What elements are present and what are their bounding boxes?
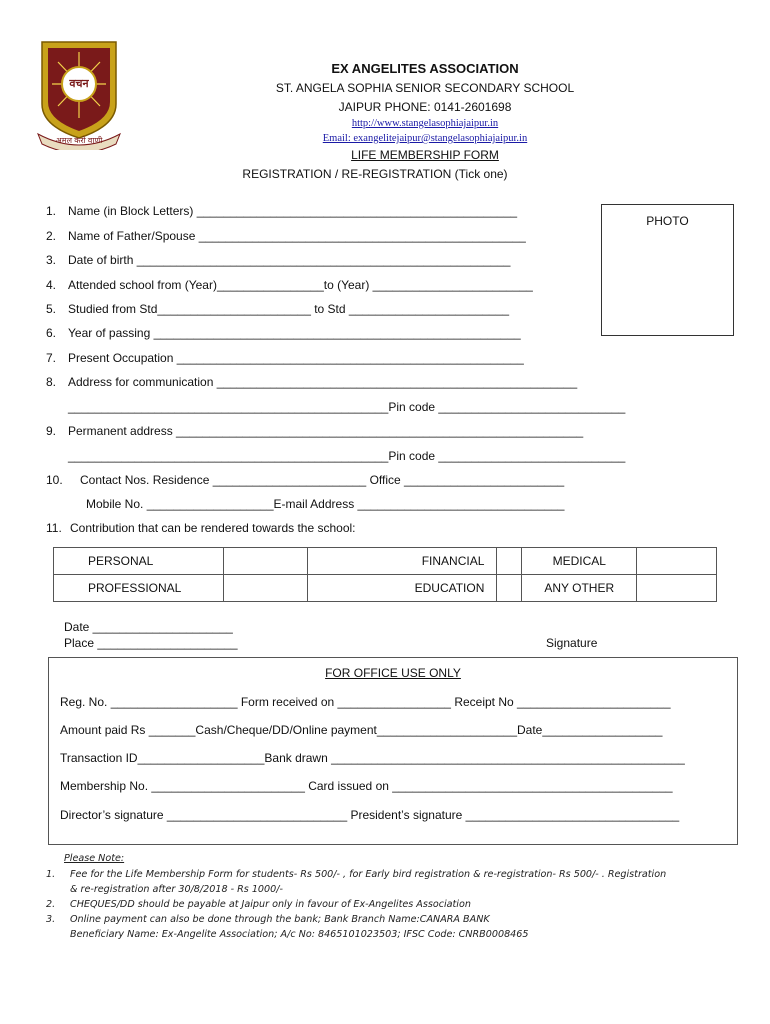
place-field[interactable]: Place _____________________ — [64, 636, 238, 650]
email-link[interactable]: Email: exangelitejaipur@stangelasophiajaipur.in — [322, 133, 528, 144]
crest-icon — [36, 38, 122, 150]
contribution-label: FINANCIAL — [307, 548, 497, 575]
field-text: Address for communication ______________________________________________________ — [68, 375, 578, 389]
contribution-checkbox[interactable] — [223, 575, 307, 602]
contribution-checkbox[interactable] — [497, 575, 522, 602]
field-text: Contact Nos. Residence _______________________ Office ________________________ — [80, 473, 565, 487]
note-item — [70, 884, 283, 895]
signature-label: Signature — [546, 636, 598, 650]
field-number: 4. — [46, 278, 57, 292]
field-number: 10. — [46, 473, 63, 487]
field-text: Year of passing _______________________________________________________ — [68, 326, 521, 340]
association-name: EX ANGELITES ASSOCIATION — [331, 61, 519, 76]
field-text: Name of Father/Spouse _________________________________________________ — [68, 229, 526, 243]
school-name: ST. ANGELA SOPHIA SENIOR SECONDARY SCHOOL — [275, 81, 575, 95]
contribution-label: PROFESSIONAL — [54, 575, 224, 602]
note-text: & re-registration after 30/8/2018 - Rs 1000/- — [70, 884, 283, 895]
office-transaction-line[interactable]: Transaction ID___________________Bank drawn _____________________________________________________ — [60, 751, 685, 765]
contribution-table — [53, 547, 717, 602]
office-membership-line[interactable]: Membership No. _______________________ Card issued on __________________________________________ — [60, 779, 673, 793]
registration-type: REGISTRATION / RE-REGISTRATION (Tick one) — [242, 167, 508, 181]
contribution-label: MEDICAL — [522, 548, 637, 575]
field-number: 7. — [46, 351, 57, 365]
field-text: Present Occupation ____________________________________________________ — [68, 351, 524, 365]
field-number: 8. — [46, 375, 57, 389]
field-number: 11. — [46, 521, 62, 535]
field-text: Mobile No. ___________________E-mail Address _______________________________ — [86, 497, 565, 511]
photo-label: PHOTO — [646, 214, 689, 228]
field-text: ________________________________________________Pin code ____________________________ — [68, 449, 626, 463]
note-item — [46, 869, 666, 880]
field-number: 9. — [46, 424, 57, 438]
school-logo — [36, 38, 122, 150]
field-address-communication[interactable] — [46, 375, 577, 389]
field-number: 6. — [46, 326, 57, 340]
note-number: 1. — [46, 869, 56, 880]
field-year-of-passing[interactable] — [46, 326, 521, 340]
field-attended-years[interactable] — [46, 278, 533, 292]
note-text: Online payment can also be done through the bank; Bank Branch Name:CANARA BANK — [70, 914, 490, 925]
note-item — [70, 929, 529, 940]
note-text: Beneficiary Name: Ex-Angelite Association; A/c No: 8465101023503; IFSC Code: CNRB0008465 — [70, 929, 529, 940]
field-text: Date of birth ________________________________________________________ — [68, 253, 511, 267]
contribution-label: ANY OTHER — [522, 575, 637, 602]
field-number: 5. — [46, 302, 57, 316]
date-field[interactable]: Date _____________________ — [64, 620, 233, 634]
field-father-spouse[interactable] — [46, 229, 526, 243]
contribution-checkbox[interactable] — [497, 548, 522, 575]
field-text: Name (in Block Letters) ________________________________________________ — [68, 204, 518, 218]
office-use-box — [48, 657, 738, 845]
office-signatures-line[interactable]: Director’s signature ___________________________ President’s signature ________________________________ — [60, 808, 680, 822]
office-title: FOR OFFICE USE ONLY — [325, 666, 461, 680]
table-row — [54, 548, 717, 575]
note-number: 3. — [46, 914, 56, 925]
field-contact-nos[interactable] — [46, 473, 564, 487]
note-item — [46, 914, 490, 925]
contribution-label: PERSONAL — [54, 548, 224, 575]
contribution-checkbox[interactable] — [223, 548, 307, 575]
field-text: Studied from Std_______________________ to Std ________________________ — [68, 302, 510, 316]
field-permanent-address[interactable] — [46, 424, 583, 438]
field-text: Permanent address _____________________________________________________________ — [68, 424, 584, 438]
field-contribution — [46, 521, 356, 535]
field-studied-std[interactable] — [46, 302, 509, 316]
field-occupation[interactable] — [46, 351, 524, 365]
field-name[interactable] — [46, 204, 517, 218]
field-text: Attended school from (Year)________________to (Year) ________________________ — [68, 278, 533, 292]
field-mobile-email[interactable] — [86, 497, 564, 511]
form-title: LIFE MEMBERSHIP FORM — [351, 148, 499, 162]
logo-emblem-text: वचन — [69, 78, 89, 90]
contribution-checkbox[interactable] — [637, 548, 717, 575]
contribution-label: EDUCATION — [307, 575, 497, 602]
notes-heading: Please Note: — [64, 853, 125, 864]
city-phone: JAIPUR PHONE: 0141-2601698 — [338, 100, 512, 114]
field-number: 3. — [46, 253, 57, 267]
photo-box[interactable] — [601, 204, 734, 336]
field-permanent-pincode[interactable] — [46, 449, 625, 463]
field-number: 1. — [46, 204, 57, 218]
office-amount-line[interactable]: Amount paid Rs _______Cash/Cheque/DD/Online payment_____________________Date__________________ — [60, 723, 663, 737]
field-address-pincode[interactable] — [46, 400, 625, 414]
note-text: CHEQUES/DD should be payable at Jaipur only in favour of Ex-Angelites Association — [70, 899, 471, 910]
note-item — [46, 899, 471, 910]
field-text: ________________________________________________Pin code ____________________________ — [68, 400, 626, 414]
note-number: 2. — [46, 899, 56, 910]
note-text: Fee for the Life Membership Form for students- Rs 500/- , for Early bird registration & re-registration- Rs 500/- . Registration — [70, 869, 667, 880]
field-date-of-birth[interactable] — [46, 253, 510, 267]
field-text: Contribution that can be rendered towards the school: — [70, 521, 356, 535]
logo-motto: अमल करो वाणी — [55, 136, 103, 145]
website-link[interactable]: http://www.stangelasophiajaipur.in — [351, 118, 499, 129]
office-reg-line[interactable]: Reg. No. ___________________ Form received on _________________ Receipt No _______________________ — [60, 695, 671, 709]
field-number: 2. — [46, 229, 57, 243]
contribution-checkbox[interactable] — [637, 575, 717, 602]
table-row — [54, 575, 717, 602]
